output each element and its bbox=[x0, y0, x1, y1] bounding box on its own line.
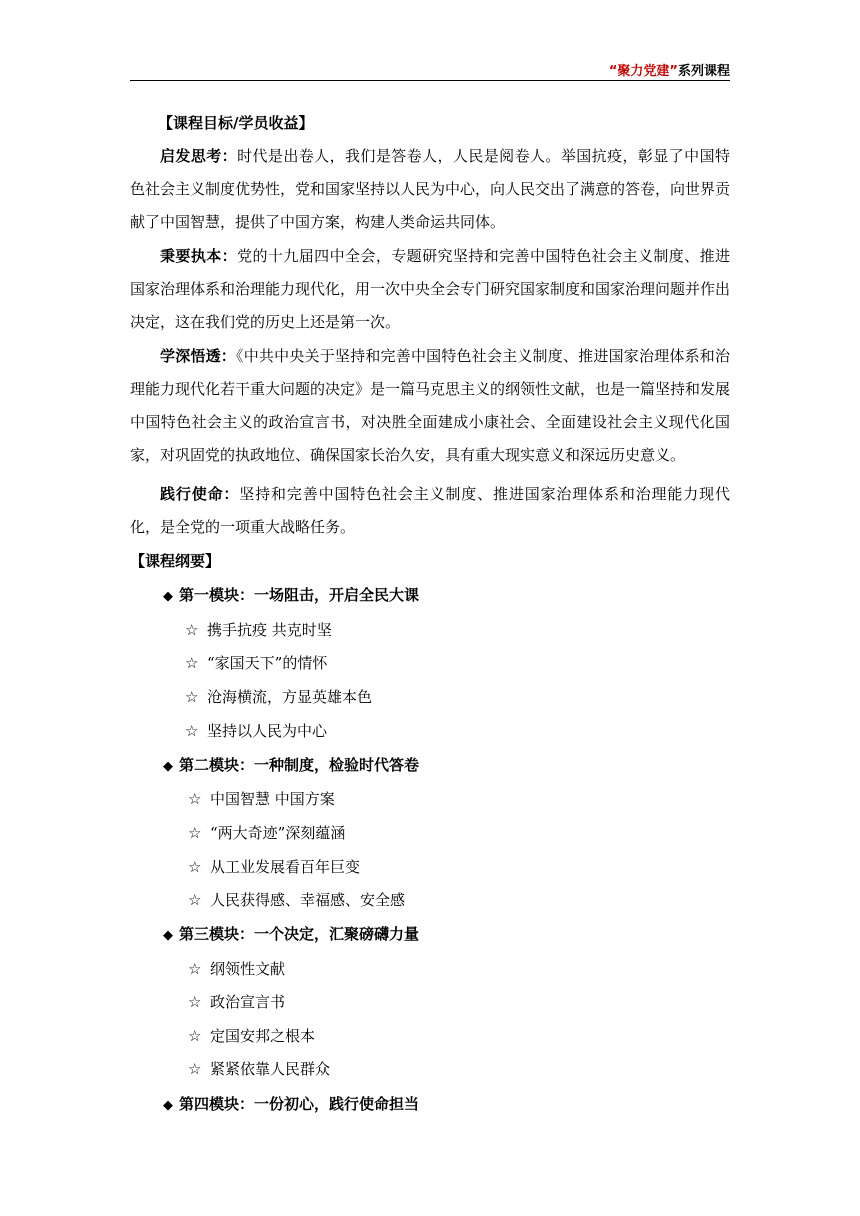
list-item-text: 中国智慧 中国方案 bbox=[210, 790, 335, 808]
list-item-text: “家国天下”的情怀 bbox=[207, 654, 328, 672]
list-item bbox=[185, 720, 327, 741]
module-heading bbox=[163, 923, 419, 944]
list-item bbox=[185, 652, 327, 673]
star-bullet-icon: ☆ bbox=[188, 891, 202, 909]
star-bullet-icon: ☆ bbox=[188, 1027, 202, 1045]
goal-paragraph-study bbox=[130, 340, 730, 472]
goal-lead: 启发思考： bbox=[160, 147, 238, 165]
module-title: 第四模块：一份初心，践行使命担当 bbox=[179, 1095, 420, 1113]
list-item-text: 携手抗疫 共克时坚 bbox=[207, 621, 332, 639]
module-title: 第三模块：一个决定，汇聚磅礴力量 bbox=[179, 925, 420, 943]
list-item bbox=[188, 1058, 330, 1079]
list-item-text: 从工业发展看百年巨变 bbox=[210, 858, 361, 876]
star-bullet-icon: ☆ bbox=[188, 790, 202, 808]
goal-paragraph-essence bbox=[130, 240, 730, 339]
list-item bbox=[188, 991, 285, 1012]
goal-text: 《中共中央关于坚持和完善中国特色社会主义制度、推进国家治理体系和治理能力现代化若干重大问题的决定》是一篇马克思主义的纲领性文献，也是一篇坚持和发展中国特色社会主义的政治宣言书，对决胜全面建成小康社会、全面建设社会主义现代化国家，对巩固党的执政地位、确保国家长治久安，具有重大现实意义和深远历史意义。 bbox=[130, 347, 731, 464]
page-header bbox=[130, 56, 730, 81]
star-bullet-icon: ☆ bbox=[185, 621, 199, 639]
diamond-bullet-icon: ◆ bbox=[163, 1098, 173, 1113]
diamond-bullet-icon: ◆ bbox=[163, 928, 173, 943]
series-title bbox=[609, 60, 730, 79]
series-title-highlight: “聚力党建” bbox=[608, 64, 678, 79]
list-item bbox=[185, 619, 332, 640]
list-item-text: 人民获得感、幸福感、安全感 bbox=[210, 891, 406, 909]
goal-text: 时代是出卷人，我们是答卷人，人民是阅卷人。举国抗疫，彰显了中国特色社会主义制度优势性，党和国家坚持以人民为中心，向人民交出了满意的答卷，向世界贡献了中国智慧，提供了中国方案，构建人类命运共同体。 bbox=[130, 147, 731, 231]
list-item-text: 坚持以人民为中心 bbox=[207, 722, 328, 740]
diamond-bullet-icon: ◆ bbox=[163, 759, 173, 774]
goal-lead: 秉要执本： bbox=[160, 247, 238, 265]
goal-lead: 践行使命： bbox=[160, 485, 240, 503]
goal-paragraph-mission bbox=[130, 478, 730, 544]
goal-lead: 学深悟透： bbox=[160, 347, 237, 365]
star-bullet-icon: ☆ bbox=[185, 722, 199, 740]
module-heading bbox=[163, 1093, 419, 1114]
list-item-text: 紧紧依靠人民群众 bbox=[210, 1060, 331, 1078]
star-bullet-icon: ☆ bbox=[188, 993, 202, 1011]
list-item-text: 纲领性文献 bbox=[210, 960, 286, 978]
list-item bbox=[188, 856, 360, 877]
list-item-text: 沧海横流，方显英雄本色 bbox=[207, 688, 373, 706]
module-heading bbox=[163, 584, 419, 605]
list-item-text: “两大奇迹”深刻蕴涵 bbox=[210, 824, 346, 842]
list-item-text: 政治宣言书 bbox=[210, 993, 286, 1011]
star-bullet-icon: ☆ bbox=[188, 1060, 202, 1078]
diamond-bullet-icon: ◆ bbox=[163, 589, 173, 604]
list-item bbox=[188, 889, 405, 910]
outline-section-title: 【课程纲要】 bbox=[130, 552, 221, 570]
module-heading bbox=[163, 754, 419, 775]
list-item-text: 定国安邦之根本 bbox=[210, 1027, 316, 1045]
goal-paragraph-inspire bbox=[130, 140, 730, 239]
list-item bbox=[188, 788, 335, 809]
list-item bbox=[185, 686, 372, 707]
star-bullet-icon: ☆ bbox=[185, 654, 199, 672]
star-bullet-icon: ☆ bbox=[188, 960, 202, 978]
goals-section-title: 【课程目标/学员收益】 bbox=[158, 114, 314, 132]
goal-text: 党的十九届四中全会，专题研究坚持和完善中国特色社会主义制度、推进国家治理体系和治理能力现代化，用一次中央全会专门研究国家制度和国家治理问题并作出决定，这在我们党的历史上还是第一次。 bbox=[130, 247, 731, 331]
module-title: 第二模块：一种制度，检验时代答卷 bbox=[179, 756, 420, 774]
list-item bbox=[188, 958, 285, 979]
star-bullet-icon: ☆ bbox=[188, 858, 202, 876]
goal-text: 坚持和完善中国特色社会主义制度、推进国家治理体系和治理能力现代化，是全党的一项重大战略任务。 bbox=[130, 485, 730, 536]
module-title: 第一模块：一场阻击，开启全民大课 bbox=[179, 586, 420, 604]
list-item bbox=[188, 822, 345, 843]
star-bullet-icon: ☆ bbox=[185, 688, 199, 706]
series-title-rest: 系列课程 bbox=[677, 64, 730, 79]
list-item bbox=[188, 1025, 315, 1046]
star-bullet-icon: ☆ bbox=[188, 824, 202, 842]
